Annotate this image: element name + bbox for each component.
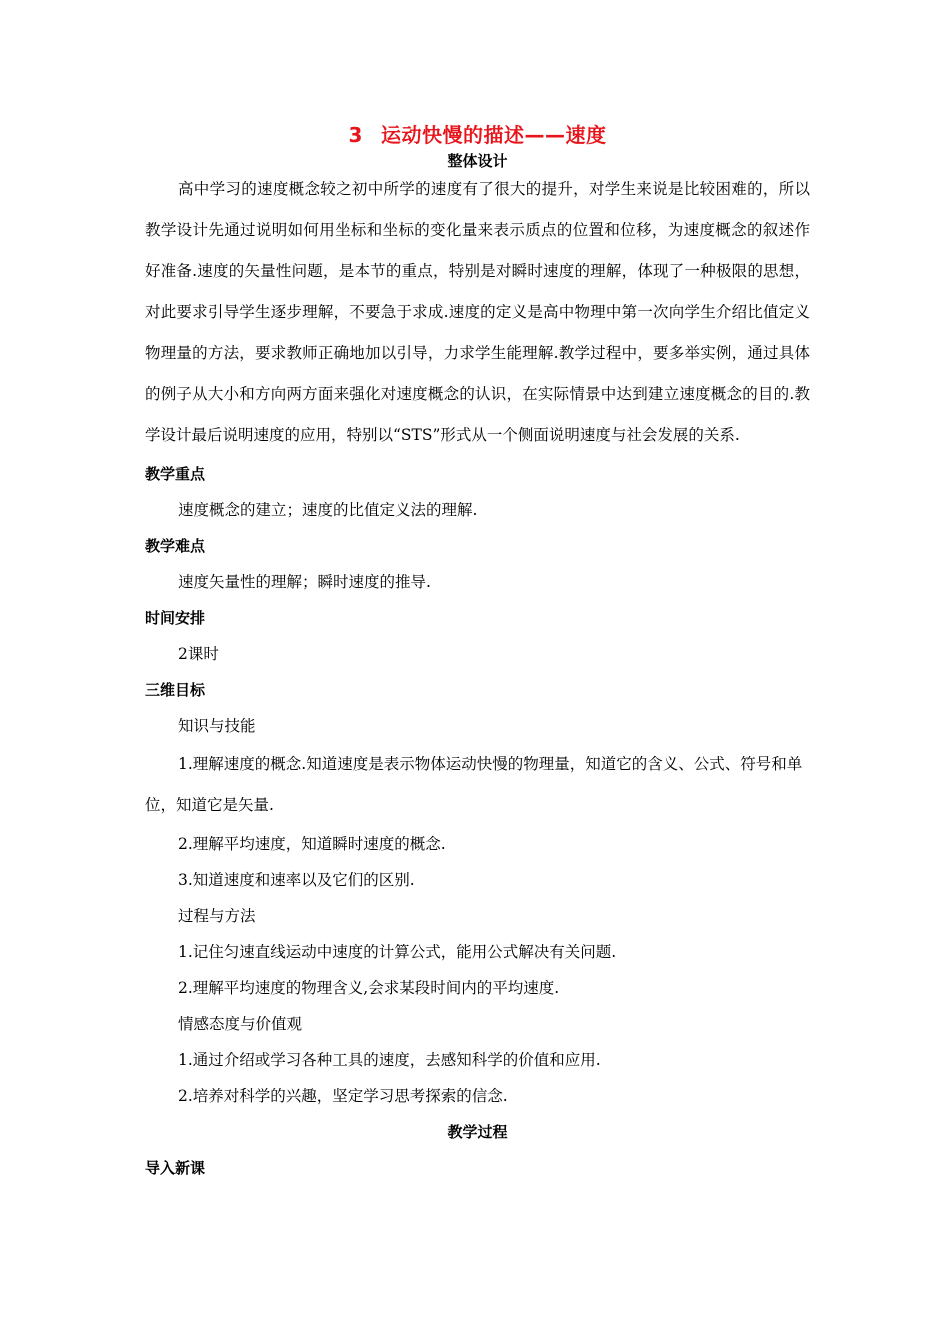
heading-teaching-process: 教学过程 <box>447 1123 508 1141</box>
schedule-text: 2课时 <box>178 645 219 663</box>
title-text: 运动快慢的描述——速度 <box>380 123 607 147</box>
key-points-text: 速度概念的建立；速度的比值定义法的理解. <box>178 501 478 519</box>
difficulties-text: 速度矢量性的理解；瞬时速度的推导. <box>178 573 431 591</box>
goals-knowledge-item: 1.理解速度的概念.知道速度是表示物体运动快慢的物理量，知道它的含义、公式、符号和单位，知道它是矢量. <box>145 755 803 814</box>
goals-process-label: 过程与方法 <box>178 907 256 925</box>
subtitle-overall-design: 整体设计 <box>447 152 508 170</box>
heading-key-points: 教学重点 <box>145 465 206 483</box>
heading-schedule: 时间安排 <box>145 609 206 627</box>
heading-lesson-intro: 导入新课 <box>145 1159 206 1177</box>
goals-process-item: 1.记住匀速直线运动中速度的计算公式，能用公式解决有关问题. <box>178 943 617 961</box>
heading-difficulties: 教学难点 <box>145 537 206 555</box>
page-title <box>145 120 810 150</box>
goals-attitude-item: 2.培养对科学的兴趣，坚定学习思考探索的信念. <box>178 1087 508 1105</box>
document-page <box>145 120 810 1186</box>
goals-attitude-label: 情感态度与价值观 <box>178 1015 303 1033</box>
goals-attitude-item: 1.通过介绍或学习各种工具的速度，去感知科学的价值和应用. <box>178 1051 601 1069</box>
heading-goals: 三维目标 <box>145 681 206 699</box>
goals-process-item: 2.理解平均速度的物理含义,会求某段时间内的平均速度. <box>178 979 560 997</box>
title-number: 3 <box>348 123 363 147</box>
goals-knowledge-item: 2.理解平均速度，知道瞬时速度的概念. <box>178 835 446 853</box>
intro-paragraph: 高中学习的速度概念较之初中所学的速度有了很大的提升，对学生来说是比较困难的，所以教学设计先通过说明如何用坐标和坐标的变化量来表示质点的位置和位移，为速度概念的叙述作好准备.速度的矢量性问题，是本节的重点，特别是对瞬时速度的理解，体现了一种极限的思想，对此要求引导学生逐步理解，不要急于求成.速度的定义是高中物理中第一次向学生介绍比值定义物理量的方法，要求教师正确地加以引导，力求学生能理解.教学过程中，要多举实例，通过具体的例子从大小和方向两方面来强化对速度概念的认识，在实际情景中达到建立速度概念的目的.教学设计最后说明速度的应用，特别以“STS”形式从一个侧面说明速度与社会发展的关系. <box>145 180 810 444</box>
goals-knowledge-label: 知识与技能 <box>178 717 256 735</box>
goals-knowledge-item: 3.知道速度和速率以及它们的区别. <box>178 871 415 889</box>
